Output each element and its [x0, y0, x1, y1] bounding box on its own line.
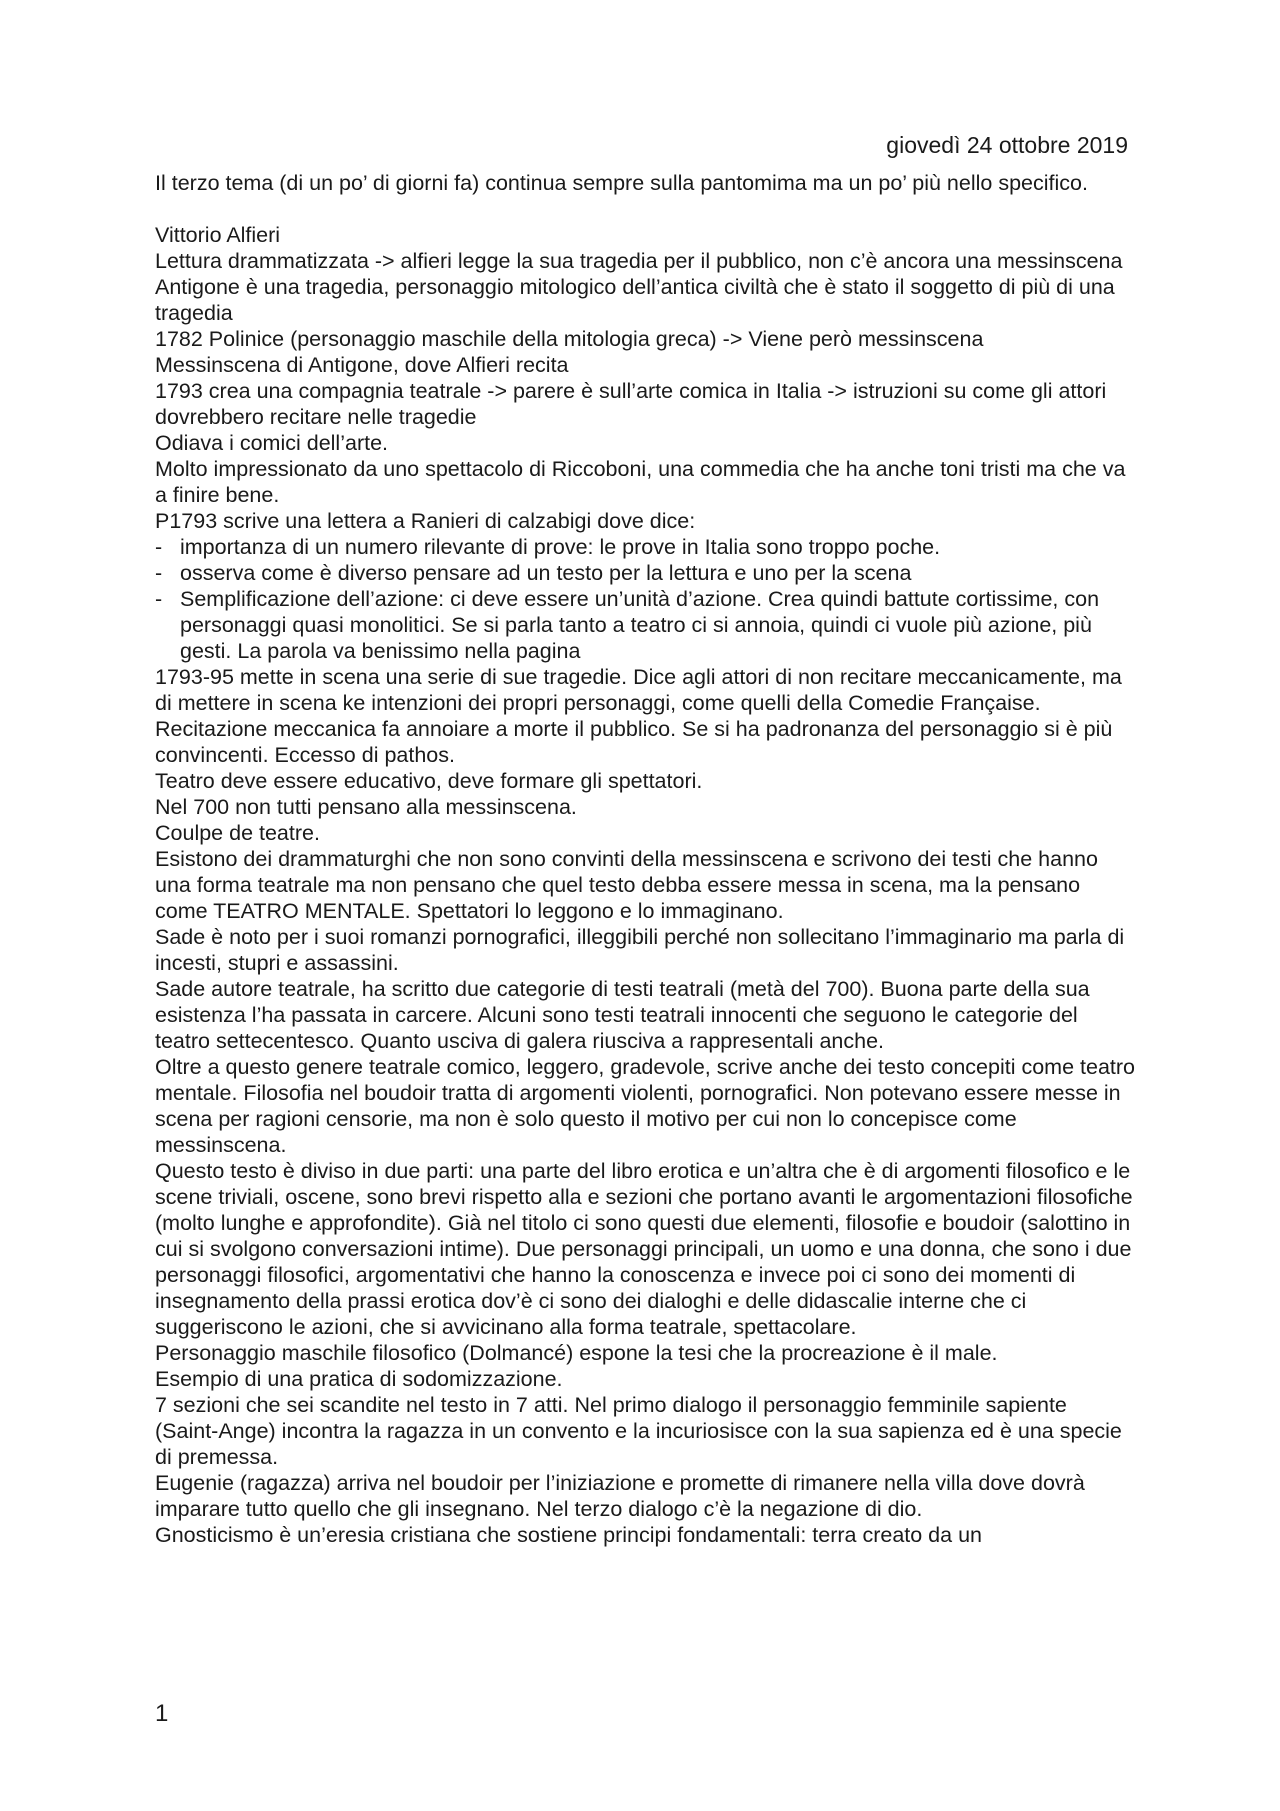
bullet-item [155, 586, 1135, 664]
paragraph: Antigone è una tragedia, personaggio mitologico dell’antica civiltà che è stato il soggetto di più di una tragedia [155, 275, 1115, 325]
bullet-marker: - [155, 561, 163, 585]
paragraph: Coulpe de teatre. [155, 821, 320, 845]
blank-line [155, 196, 1135, 222]
paragraph: Sade autore teatrale, ha scritto due categorie di testi teatrali (metà del 700). Buona parte della sua esistenza l’ha passata in carcere. Alcuni sono testi teatrali innocenti che seguono le categorie del teatro settecentesco. Quanto usciva di galera riusciva a rappresentali anche. [155, 977, 1090, 1053]
paragraph: Odiava i comici dell’arte. [155, 431, 389, 455]
bullet-item [155, 534, 1135, 560]
paragraph: 1793-95 mette in scena una serie di sue tragedie. Dice agli attori di non recitare meccanicamente, ma di mettere in scena ke intenzioni dei propri personaggi, come quelli della Comedie Française. Recitazione meccanica fa annoiare a morte il pubblico. Se si ha padronanza del personaggio si è più convincenti. Eccesso di pathos. [155, 665, 1122, 767]
bullet-item [155, 560, 1135, 586]
paragraph: Lettura drammatizzata -> alfieri legge la sua tragedia per il pubblico, non c’è ancora una messinscena [155, 249, 1123, 273]
document-date: giovedì 24 ottobre 2019 [886, 132, 1128, 158]
section-title: Vittorio Alfieri [155, 223, 281, 247]
paragraph: 1782 Polinice (personaggio maschile della mitologia greca) -> Viene però messinscena [155, 327, 984, 351]
paragraph: Personaggio maschile filosofico (Dolmancé) espone la tesi che la procreazione è il male. [155, 1341, 998, 1365]
paragraph: Molto impressionato da uno spettacolo di Riccoboni, una commedia che ha anche toni tristi ma che va a finire bene. [155, 457, 1126, 507]
page-number: 1 [155, 1700, 169, 1727]
bullet-text: importanza di un numero rilevante di prove: le prove in Italia sono troppo poche. [180, 535, 941, 559]
paragraph: Sade è noto per i suoi romanzi pornografici, illeggibili perché non sollecitano l’immaginario ma parla di incesti, stupri e assassini. [155, 925, 1125, 975]
paragraph: Teatro deve essere educativo, deve formare gli spettatori. [155, 769, 703, 793]
paragraph: Gnosticismo è un’eresia cristiana che sostiene principi fondamentali: terra creato da un [155, 1523, 982, 1547]
paragraph: Esistono dei drammaturghi che non sono convinti della messinscena e scrivono dei testi che hanno una forma teatrale ma non pensano che quel testo debba essere messa in scena, ma la pensano come TEATRO MENTALE. Spettatori lo leggono e lo immaginano. [155, 847, 1098, 923]
paragraph: P1793 scrive una lettera a Ranieri di calzabigi dove dice: [155, 509, 696, 533]
bullet-marker: - [155, 587, 163, 611]
paragraph: Nel 700 non tutti pensano alla messinscena. [155, 795, 577, 819]
paragraph: Eugenie (ragazza) arriva nel boudoir per l’iniziazione e promette di rimanere nella villa dove dovrà imparare tutto quello che gli insegnano. Nel terzo dialogo c’è la negazione di dio. [155, 1471, 1085, 1521]
bullet-marker: - [155, 535, 163, 559]
paragraph: Questo testo è diviso in due parti: una parte del libro erotica e un’altra che è di argomenti filosofico e le scene triviali, oscene, sono brevi rispetto alla e sezioni che portano avanti le argomentazioni filosofiche (molto lunghe e approfondite). Già nel titolo ci sono questi due elementi, filosofie e boudoir (salottino in cui si svolgono conversazioni intime). Due personaggi principali, un uomo e una donna, che sono i due personaggi filosofici, argomentativi che hanno la conoscenza e invece poi ci sono dei momenti di insegnamento della prassi erotica dov’è ci sono dei dialoghi e delle didascalie interne che ci suggeriscono le azioni, che si avvicinano alla forma teatrale, spettacolare. [155, 1159, 1133, 1339]
document-body [155, 170, 1135, 1548]
paragraph: Esempio di una pratica di sodomizzazione. [155, 1367, 563, 1391]
intro-paragraph: Il terzo tema (di un po’ di giorni fa) continua sempre sulla pantomima ma un po’ più nello specifico. [155, 171, 1088, 195]
paragraph: Messinscena di Antigone, dove Alfieri recita [155, 353, 569, 377]
paragraph: Oltre a questo genere teatrale comico, leggero, gradevole, scrive anche dei testo concepiti come teatro mentale. Filosofia nel boudoir tratta di argomenti violenti, pornografici. Non potevano essere messe in scena per ragioni censorie, ma non è solo questo il motivo per cui non lo concepisce come messinscena. [155, 1055, 1135, 1157]
bullet-text: Semplificazione dell’azione: ci deve essere un’unità d’azione. Crea quindi battute cortissime, con personaggi quasi monolitici. Se si parla tanto a teatro ci si annoia, quindi ci vuole più azione, più gesti. La parola va benissimo nella pagina [180, 587, 1100, 663]
bullet-text: osserva come è diverso pensare ad un testo per la lettura e uno per la scena [180, 561, 912, 585]
paragraph: 1793 crea una compagnia teatrale -> parere è sull’arte comica in Italia -> istruzioni su come gli attori dovrebbero recitare nelle tragedie [155, 379, 1107, 429]
bullet-list [155, 534, 1135, 664]
paragraph: 7 sezioni che sei scandite nel testo in 7 atti. Nel primo dialogo il personaggio femminile sapiente (Saint-Ange) incontra la ragazza in un convento e la incuriosisce con la sua sapienza ed è una specie di premessa. [155, 1393, 1122, 1469]
